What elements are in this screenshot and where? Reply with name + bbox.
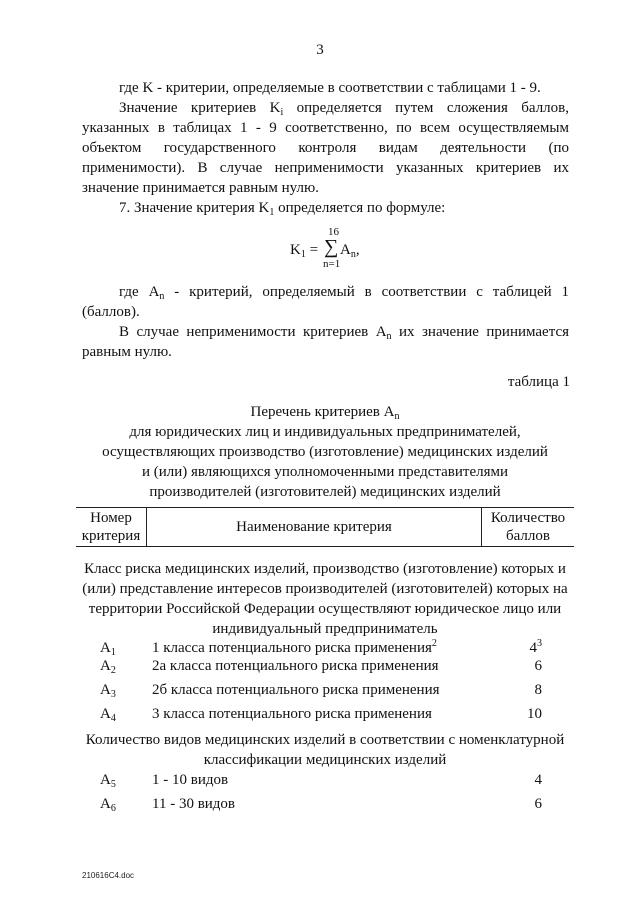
criterion-name: 2б класса потенциального риска применения bbox=[152, 682, 440, 698]
criterion-name: 1 класса потенциального риска применения$^2$ bbox=[152, 638, 437, 656]
paragraph-text: В случае неприменимости критериев A bbox=[119, 324, 387, 340]
criterion-score: 10 bbox=[527, 706, 542, 722]
subscript: i bbox=[280, 107, 284, 118]
sum-symbol: ∑ bbox=[324, 236, 339, 258]
criterion-score: 6 bbox=[534, 796, 542, 812]
paragraph-text: определяется путем сложения баллов, указанных в таблицах 1 - 9 соответственно, по всем осуществляемым объектом государственного контроля видам деятельности (по применимости). В случае неприменимости указанных критериев их значение принимается равным нулю. bbox=[82, 100, 569, 196]
criterion-name: 3 класса потенциального риска применения bbox=[152, 706, 432, 722]
formula-lhs: $K_1$ = bbox=[290, 242, 319, 260]
sum-upper-limit: 16 bbox=[328, 226, 339, 238]
criterion-score: 8 bbox=[534, 682, 542, 698]
paragraph-an-inapplicable bbox=[82, 322, 569, 362]
paragraph-text: - критерий, определяемый в соответствии с таблицей 1 (баллов). bbox=[82, 284, 569, 320]
paragraph-criteria-definition bbox=[82, 78, 569, 98]
section-risk-class: Класс риска медицинских изделий, производство (изготовление) которых и (или) представление интересов производителей (изготовителей) которых на территории Российской Федерации осуществляют юридическое лицо или индивидуальный предприниматель bbox=[82, 561, 568, 637]
subscript: n bbox=[386, 331, 392, 342]
paragraph-k1-formula-intro bbox=[82, 198, 569, 218]
criterion-score: $4^3$ bbox=[529, 638, 542, 656]
paragraph-text: Значение критериев K bbox=[119, 100, 281, 116]
criterion-name: 1 - 10 видов bbox=[152, 772, 229, 788]
document-filename: 210616C4.doc bbox=[82, 871, 135, 880]
criterion-code: $A_2$ bbox=[100, 658, 116, 676]
sum-lower-limit: n=1 bbox=[323, 258, 341, 270]
criterion-score: 6 bbox=[534, 658, 542, 674]
criterion-name: 2а класса потенциального риска применения bbox=[152, 658, 439, 674]
criterion-code: $A_1$ bbox=[100, 640, 116, 658]
criterion-code: $A_4$ bbox=[100, 706, 116, 724]
criterion-code: $A_3$ bbox=[100, 682, 116, 700]
header-number: Номер критерия bbox=[81, 510, 141, 544]
table-row bbox=[100, 656, 570, 678]
paragraph-text: определяется по формуле: bbox=[274, 200, 446, 216]
formula-term: $A_n$, bbox=[340, 242, 360, 260]
section-device-count: Количество видов медицинских изделий в соответствии с номенклатурной классификации медицинских изделий bbox=[85, 732, 565, 768]
paragraph-an-definition bbox=[82, 282, 569, 322]
header-score: Количество баллов bbox=[490, 510, 566, 544]
table-number-label: таблица 1 bbox=[507, 374, 570, 390]
table-row bbox=[100, 680, 570, 702]
table-row bbox=[100, 794, 570, 816]
paragraph-text: их значение принимается равным нулю. bbox=[82, 324, 570, 360]
paragraph-criteria-calculation bbox=[82, 98, 569, 198]
header-name: Наименование критерия bbox=[236, 519, 392, 535]
criterion-code: $A_6$ bbox=[100, 796, 116, 814]
paragraph-text: 7. Значение критерия K bbox=[119, 200, 270, 216]
table-subtitle: для юридических лиц и индивидуальных предпринимателей, осуществляющих производство (изготовление) медицинских изделий и (или) являющихся уполномоченными представителями производителей (изготовителей) медицинских изделий bbox=[102, 424, 548, 500]
paragraph-text: где K - критерии, определяемые в соответствии с таблицами 1 - 9. bbox=[119, 80, 541, 96]
criterion-code: $A_5$ bbox=[100, 772, 116, 790]
table-row bbox=[100, 770, 570, 792]
paragraph-text: где A bbox=[119, 284, 160, 300]
table-header bbox=[76, 507, 574, 547]
subscript: 1 bbox=[269, 207, 275, 218]
table-row bbox=[100, 704, 570, 726]
table-title: Перечень критериев $A_n$ для юридических лиц и индивидуальных предпринимателей, осуществляющих производство (изготовление) медицинских изделий и (или) являющихся уполномоченными представителями производителей (изготовителей) медицинских изделий bbox=[100, 402, 550, 502]
page-number: 3 bbox=[316, 42, 324, 58]
k1-formula bbox=[290, 228, 410, 272]
criterion-score: 4 bbox=[534, 772, 542, 788]
subscript: n bbox=[159, 291, 165, 302]
criterion-name: 11 - 30 видов bbox=[152, 796, 236, 812]
